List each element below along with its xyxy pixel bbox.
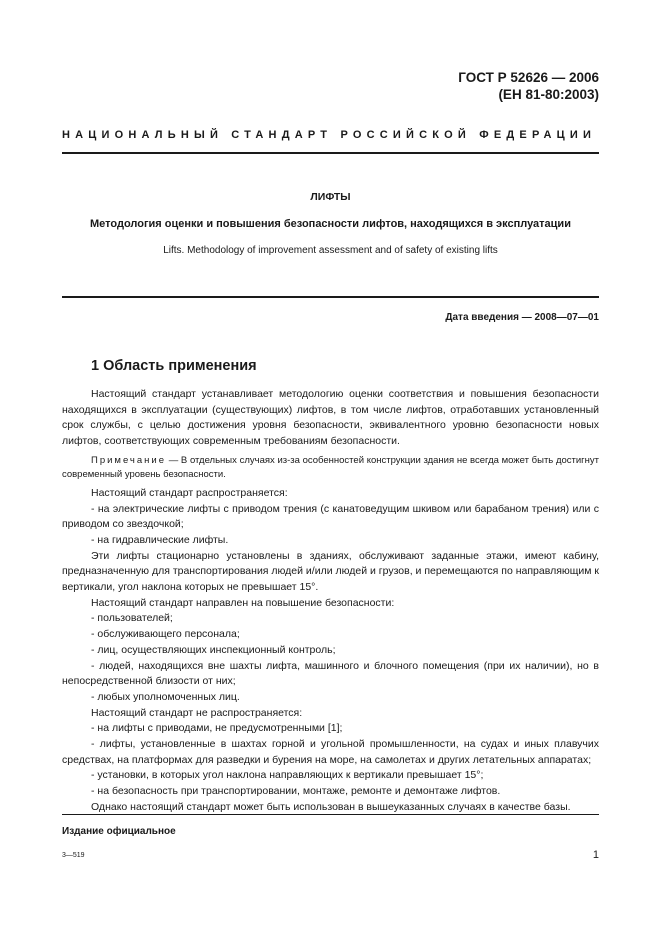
edition-label: Издание официальное xyxy=(62,826,176,837)
print-code: 3—519 xyxy=(62,852,85,859)
list-item: - лиц, осуществляющих инспекционный контроль; xyxy=(91,643,336,656)
list-item: - установки, в которых угол наклона направляющих к вертикали превышает 15°; xyxy=(91,769,484,782)
title-divider xyxy=(62,296,599,298)
list-item: - пользователей; xyxy=(91,612,173,625)
paragraph: Эти лифты стационарно установлены в зданиях, обслуживают заданные этажи, имеют кабину, предназначенную для транспортирования людей и/или людей и грузов, и перемещаются по направляющим к вертикали, угол наклона которых не превышает 15°. xyxy=(62,549,599,594)
note-text: — В отдельных случаях из-за особенностей конструкции здания не всегда может быть достигнут современный уровень безопасности. xyxy=(62,454,599,480)
document-title: ЛИФТЫ xyxy=(310,191,351,203)
gost-designation xyxy=(458,69,599,103)
note-label: Примечание xyxy=(91,454,166,466)
list-item: - на безопасность при транспортировании, монтаже, ремонте и демонтаже лифтов. xyxy=(91,785,501,798)
header-divider xyxy=(62,152,599,154)
paragraph: Настоящий стандарт устанавливает методологию оценки соответствия и повышения безопасности находящихся в эксплуатации (существующих) лифтов, в том числе лифтов, отработавших установленный срок службы, с целью достижения уровня безопасности, эквивалентного уровню безопасности новых лифтов, соответствующих современным требованиям безопасности. xyxy=(62,388,599,448)
introduction-date: Дата введения — 2008—07—01 xyxy=(445,312,599,323)
list-item: - обслуживающего персонала; xyxy=(91,628,240,641)
paragraph: Настоящий стандарт направлен на повышение безопасности: xyxy=(91,596,395,609)
document-subtitle-ru: Методология оценки и повышения безопасности лифтов, находящихся в эксплуатации xyxy=(90,218,571,230)
page-number: 1 xyxy=(592,849,599,861)
list-item: - людей, находящихся вне шахты лифта, машинного и блочного помещения (при их наличии), но в непосредственной близости от них; xyxy=(62,659,599,688)
list-item: - лифты, установленные в шахтах горной и угольной промышленности, на судах и иных плавучих средствах, на платформах для разведки и бурения на море, на самолетах и других летательных аппаратах; xyxy=(62,738,599,766)
paragraph: Настоящий стандарт не распространяется: xyxy=(91,706,303,719)
list-item: - на электрические лифты с приводом трения (с канатоведущим шкивом или барабаном трения) или с приводом со звездочкой; xyxy=(62,502,599,531)
footer-divider xyxy=(62,814,599,815)
list-item: - на гидравлические лифты. xyxy=(91,533,229,546)
paragraph: Однако настоящий стандарт может быть использован в вышеуказанных случаях в качестве базы. xyxy=(91,800,571,813)
paragraph: Настоящий стандарт распространяется: xyxy=(91,486,288,499)
gost-number: ГОСТ Р 52626 — 2006 xyxy=(458,70,599,85)
note xyxy=(62,454,599,482)
document-subtitle-en: Lifts. Methodology of improvement assessment and of safety of existing lifts xyxy=(163,245,498,256)
standard-type: НАЦИОНАЛЬНЫЙ СТАНДАРТ РОССИЙСКОЙ ФЕДЕРАЦИИ xyxy=(62,129,597,141)
section-heading: 1 Область применения xyxy=(91,358,257,374)
list-item: - на лифты с приводами, не предусмотренными [1]; xyxy=(91,722,343,735)
list-item: - любых уполномоченных лиц. xyxy=(91,690,240,703)
en-number: (ЕН 81-80:2003) xyxy=(498,87,599,102)
section-body xyxy=(62,387,599,816)
